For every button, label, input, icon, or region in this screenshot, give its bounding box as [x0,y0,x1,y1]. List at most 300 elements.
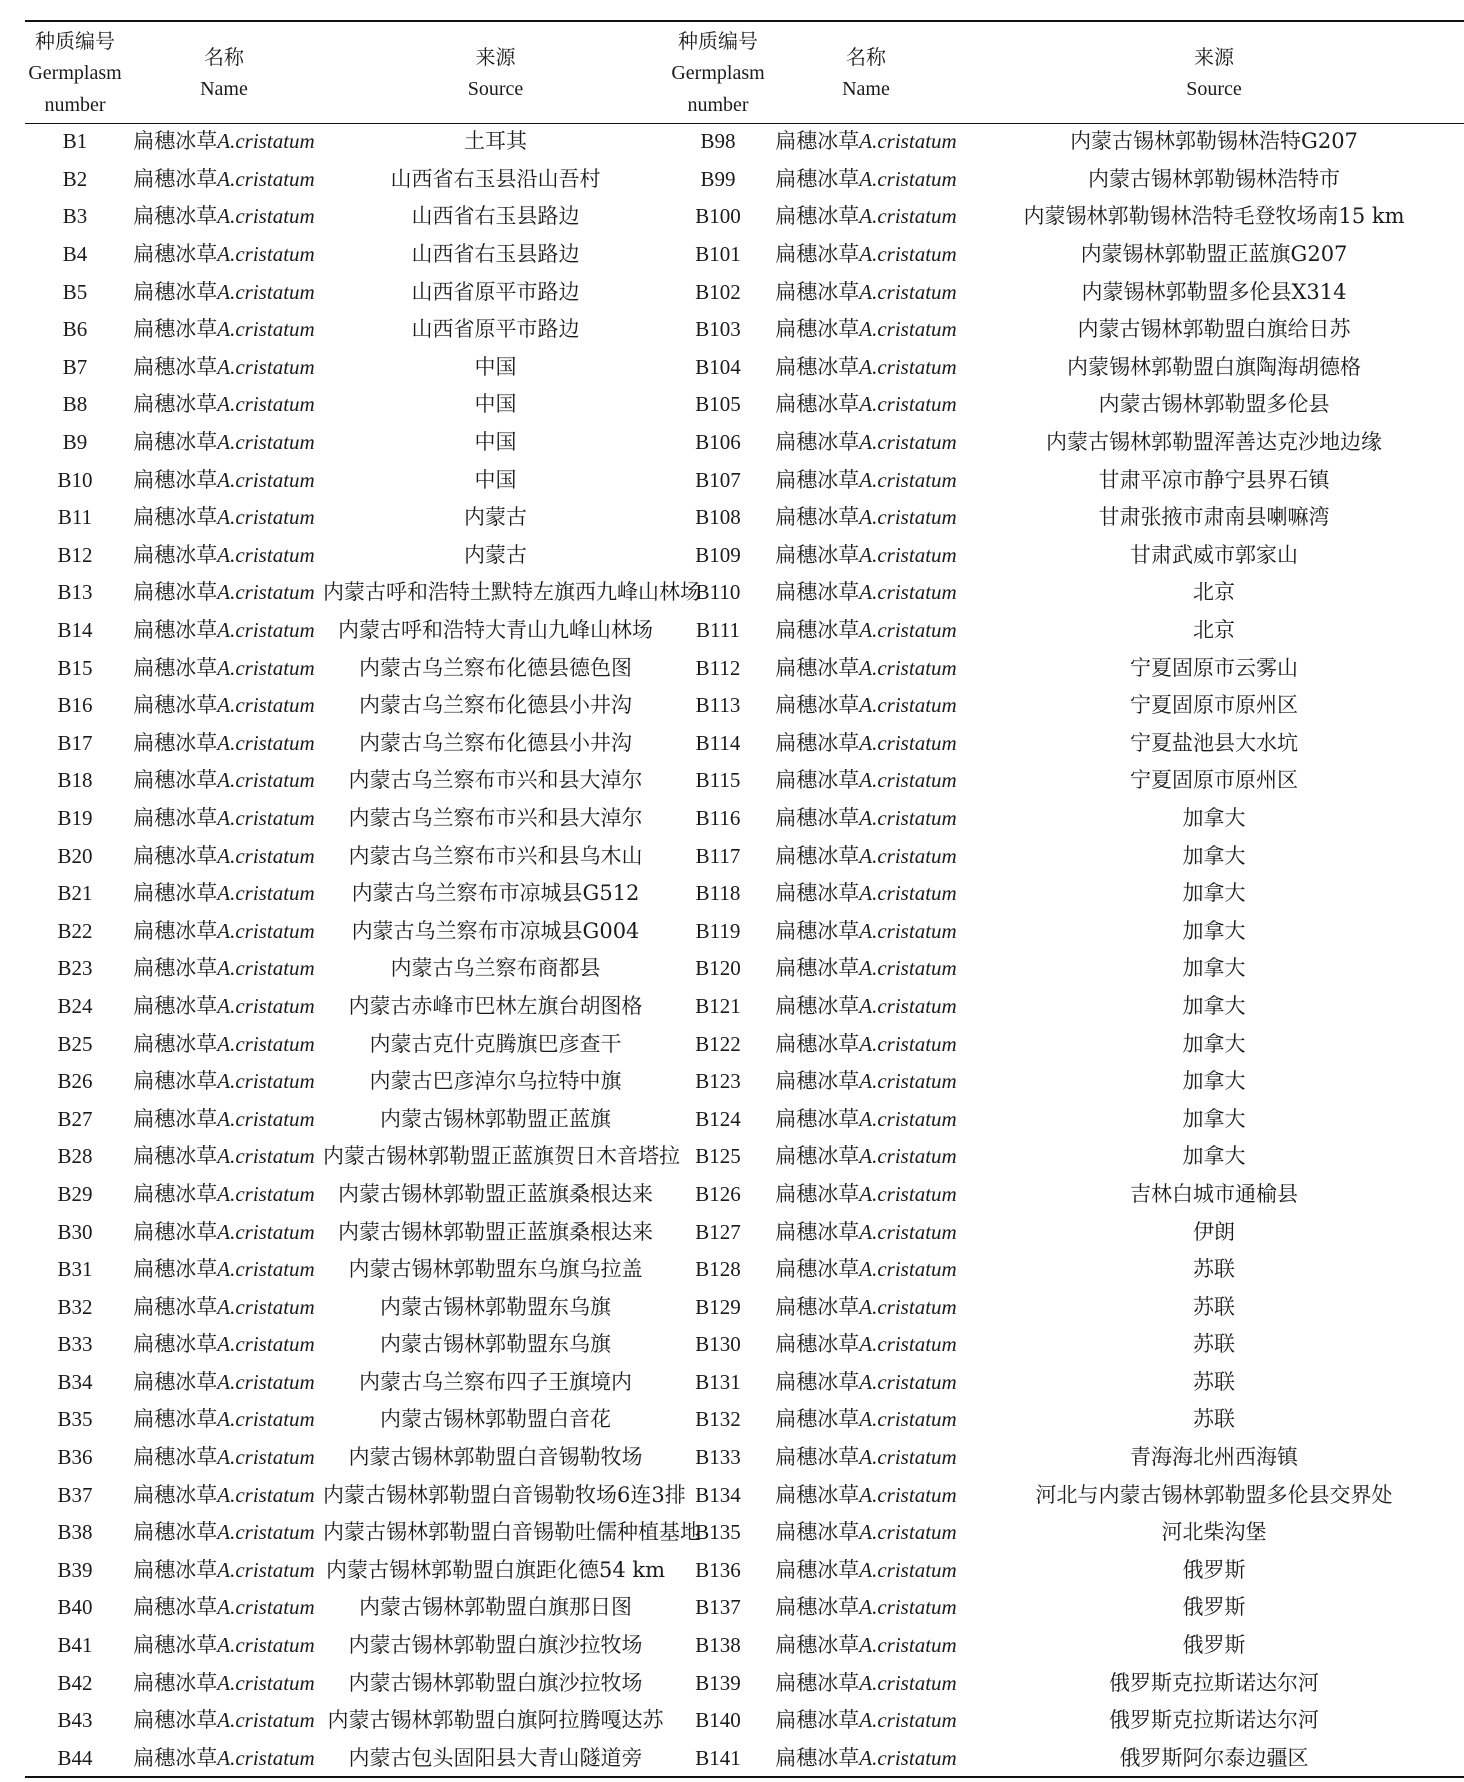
source-cell: 中国 [474,430,517,455]
species-latin-name: A.cristatum [859,166,957,191]
species-latin-name: A.cristatum [217,1031,315,1056]
species-latin-name: A.cristatum [217,843,315,868]
species-latin-name: A.cristatum [859,1219,957,1244]
species-latin-name: A.cristatum [859,580,957,605]
table-row [25,1589,1464,1627]
germplasm-number-cell: B33 [57,1332,93,1357]
species-chinese-name: 扁穗冰草 [133,805,218,830]
name-cell [125,1702,323,1740]
germplasm-number-cell: B130 [695,1332,741,1357]
germplasm-number-cell: B32 [57,1294,93,1319]
source-cell: 加拿大 [1182,956,1246,981]
table-row [25,1251,1464,1289]
germplasm-table [25,22,1464,1777]
source-cell: 宁夏固原市原州区 [1130,768,1298,793]
source-cell: 甘肃武威市郭家山 [1130,542,1298,567]
species-chinese-name: 扁穗冰草 [133,1445,218,1470]
name-cell [125,499,323,537]
germplasm-number-cell: B120 [695,956,741,981]
source-cell: 内蒙古乌兰察布市兴和县乌木山 [348,843,643,868]
source-cell: 内蒙古锡林郭勒盟正蓝旗 [380,1106,611,1131]
source-cell: 内蒙古 [464,505,527,530]
germplasm-number-cell: B38 [57,1520,93,1545]
source-cell: 内蒙古乌兰察布化德县小井沟 [359,730,632,755]
species-latin-name: A.cristatum [859,805,957,830]
table-row [25,1025,1464,1063]
species-chinese-name: 扁穗冰草 [775,655,860,680]
name-cell [768,1213,964,1251]
species-chinese-name: 扁穗冰草 [133,1219,218,1244]
species-chinese-name: 扁穗冰草 [775,918,860,943]
name-cell [768,1326,964,1364]
name-cell [125,1740,323,1778]
name-cell [768,1552,964,1590]
species-chinese-name: 扁穗冰草 [775,1670,860,1695]
name-cell [125,1063,323,1101]
source-cell: 宁夏固原市原州区 [1130,693,1298,718]
germplasm-number-cell: B14 [57,618,93,643]
name-cell [768,1364,964,1402]
species-latin-name: A.cristatum [859,1369,957,1394]
table-row [25,800,1464,838]
species-chinese-name: 扁穗冰草 [775,1633,860,1658]
source-cell: 山西省原平市路边 [411,279,580,304]
source-cell: 内蒙古 [464,542,527,567]
germplasm-number-cell: B42 [57,1670,93,1695]
species-chinese-name: 扁穗冰草 [133,693,218,718]
name-cell [125,537,323,575]
source-cell: 内蒙古乌兰察布市兴和县大淖尔 [348,768,643,793]
germplasm-number-cell: B8 [62,392,88,417]
germplasm-number-cell: B140 [695,1708,741,1733]
species-chinese-name: 扁穗冰草 [133,618,218,643]
source-cell: 内蒙古克什克腾旗巴彦查干 [369,1031,622,1056]
name-cell [768,875,964,913]
germplasm-number-cell: B119 [695,918,741,943]
species-chinese-name: 扁穗冰草 [133,1670,218,1695]
species-latin-name: A.cristatum [859,843,957,868]
source-cell: 加拿大 [1182,1031,1246,1056]
source-cell: 北京 [1193,580,1235,605]
source-cell: 中国 [474,392,517,417]
name-cell [125,1514,323,1552]
species-latin-name: A.cristatum [217,1595,315,1620]
germplasm-number-cell: B23 [57,956,93,981]
source-cell: 宁夏固原市云雾山 [1130,655,1298,680]
germplasm-number-cell: B12 [57,542,93,567]
germplasm-number-cell: B28 [57,1144,93,1169]
source-cell: 山西省右玉县沿山吾村 [390,166,601,191]
species-chinese-name: 扁穗冰草 [775,279,860,304]
species-chinese-name: 扁穗冰草 [133,843,218,868]
table-row [25,1326,1464,1364]
species-latin-name: A.cristatum [859,354,957,379]
germplasm-number-cell: B20 [57,843,93,868]
germplasm-number-cell: B138 [695,1633,741,1658]
germplasm-number-cell: B124 [695,1106,741,1131]
germplasm-number-cell: B30 [57,1219,93,1244]
source-cell: 吉林白城市通榆县 [1130,1181,1298,1206]
source-cell: 山西省原平市路边 [411,317,580,342]
header-source-right: 来源 Source [1186,44,1242,100]
source-cell: 内蒙古锡林郭勒盟白音锡勒吐儒种植基地 [323,1520,701,1545]
species-latin-name: A.cristatum [217,242,315,267]
name-cell [768,800,964,838]
species-chinese-name: 扁穗冰草 [775,505,860,530]
name-cell [768,950,964,988]
species-chinese-name: 扁穗冰草 [133,1144,218,1169]
name-cell [125,762,323,800]
species-chinese-name: 扁穗冰草 [775,1745,860,1770]
name-cell [768,1589,964,1627]
species-chinese-name: 扁穗冰草 [133,730,218,755]
source-cell: 内蒙古锡林郭勒锡林浩特市 [1088,166,1340,191]
species-chinese-name: 扁穗冰草 [133,166,218,191]
germplasm-number-cell: B10 [57,467,93,492]
species-chinese-name: 扁穗冰草 [775,392,860,417]
name-cell [125,1100,323,1138]
source-cell: 苏联 [1193,1407,1235,1432]
species-chinese-name: 扁穗冰草 [133,1708,218,1733]
germplasm-number-cell: B100 [695,204,741,229]
source-cell: 苏联 [1193,1369,1235,1394]
species-chinese-name: 扁穗冰草 [133,956,218,981]
germplasm-number-cell: B98 [700,129,736,154]
source-cell: 内蒙古乌兰察布四子王旗境内 [359,1369,632,1394]
table-row [25,1664,1464,1702]
name-cell [125,837,323,875]
table-row [25,762,1464,800]
source-cell: 加拿大 [1182,1069,1246,1094]
source-cell: 内蒙古锡林郭勒盟白旗沙拉牧场 [348,1633,643,1658]
germplasm-number-cell: B122 [695,1031,741,1056]
species-latin-name: A.cristatum [859,1633,957,1658]
species-latin-name: A.cristatum [217,1144,315,1169]
germplasm-number-cell: B17 [57,730,93,755]
source-cell: 内蒙古锡林郭勒锡林浩特G207 [1070,129,1358,154]
table-row [25,273,1464,311]
germplasm-number-cell: B116 [695,805,741,830]
species-latin-name: A.cristatum [217,1482,315,1507]
species-chinese-name: 扁穗冰草 [133,392,218,417]
header-name-right: 名称 Name [842,44,890,100]
name-cell [768,612,964,650]
germplasm-number-cell: B132 [695,1407,741,1432]
species-latin-name: A.cristatum [217,204,315,229]
name-cell [768,912,964,950]
germplasm-number-cell: B135 [695,1520,741,1545]
table-row [25,687,1464,725]
germplasm-number-cell: B21 [57,881,93,906]
species-chinese-name: 扁穗冰草 [133,1106,218,1131]
name-cell [768,1439,964,1477]
name-cell [125,612,323,650]
species-chinese-name: 扁穗冰草 [133,655,218,680]
species-chinese-name: 扁穗冰草 [133,1520,218,1545]
species-latin-name: A.cristatum [217,1219,315,1244]
name-cell [125,1251,323,1289]
species-chinese-name: 扁穗冰草 [775,1257,860,1282]
species-chinese-name: 扁穗冰草 [133,1332,218,1357]
name-cell [768,1740,964,1778]
name-cell [768,273,964,311]
germplasm-number-cell: B114 [695,730,741,755]
source-cell: 内蒙古包头固阳县大青山隧道旁 [348,1745,643,1770]
species-latin-name: A.cristatum [217,768,315,793]
germplasm-number-cell: B133 [695,1445,741,1470]
source-cell: 内蒙古锡林郭勒盟白音锡勒牧场6连3排 [323,1482,686,1507]
name-cell [768,762,964,800]
species-latin-name: A.cristatum [859,956,957,981]
name-cell [125,1627,323,1665]
name-cell [125,424,323,462]
name-cell [768,198,964,236]
name-cell [768,1627,964,1665]
name-cell [768,574,964,612]
table-row [25,123,1464,161]
source-cell: 加拿大 [1182,1106,1246,1131]
species-chinese-name: 扁穗冰草 [775,730,860,755]
table-row [25,161,1464,199]
name-cell [768,1514,964,1552]
species-latin-name: A.cristatum [217,542,315,567]
germplasm-number-cell: B26 [57,1069,93,1094]
germplasm-number-cell: B137 [695,1595,741,1620]
source-cell: 内蒙古锡林郭勒盟多伦县 [1098,392,1330,417]
species-chinese-name: 扁穗冰草 [775,1557,860,1582]
germplasm-number-cell: B40 [57,1595,93,1620]
name-cell [768,1025,964,1063]
species-latin-name: A.cristatum [217,1069,315,1094]
name-cell [125,912,323,950]
species-latin-name: A.cristatum [859,279,957,304]
source-cell: 加拿大 [1182,805,1246,830]
table-header-row [25,22,1464,123]
source-cell: 内蒙锡林郭勒盟白旗陶海胡德格 [1067,354,1361,379]
germplasm-number-cell: B4 [62,242,88,267]
germplasm-number-cell: B13 [57,580,93,605]
species-chinese-name: 扁穗冰草 [775,580,860,605]
species-latin-name: A.cristatum [859,1708,957,1733]
name-cell [768,725,964,763]
species-latin-name: A.cristatum [217,1369,315,1394]
species-chinese-name: 扁穗冰草 [775,1219,860,1244]
table-row [25,1476,1464,1514]
germplasm-number-cell: B35 [57,1407,93,1432]
table-row [25,1552,1464,1590]
source-cell: 中国 [474,467,517,492]
table-row [25,1364,1464,1402]
species-latin-name: A.cristatum [217,1181,315,1206]
species-chinese-name: 扁穗冰草 [133,1407,218,1432]
table-row [25,424,1464,462]
germplasm-number-cell: B7 [62,354,88,379]
table-row [25,725,1464,763]
source-cell: 俄罗斯克拉斯诺达尔河 [1109,1708,1319,1733]
germplasm-number-cell: B16 [57,693,93,718]
source-cell: 内蒙古锡林郭勒盟浑善达克沙地边缘 [1046,430,1382,455]
species-chinese-name: 扁穗冰草 [775,430,860,455]
species-chinese-name: 扁穗冰草 [775,993,860,1018]
germplasm-number-cell: B112 [695,655,741,680]
source-cell: 俄罗斯 [1182,1557,1246,1582]
species-chinese-name: 扁穗冰草 [133,580,218,605]
table-row [25,1288,1464,1326]
species-chinese-name: 扁穗冰草 [775,1144,860,1169]
germplasm-number-cell: B131 [695,1369,741,1394]
germplasm-number-cell: B6 [62,317,88,342]
species-latin-name: A.cristatum [859,505,957,530]
name-cell [125,800,323,838]
table-row [25,198,1464,236]
name-cell [768,837,964,875]
source-cell: 伊朗 [1193,1219,1235,1244]
germplasm-number-cell: B125 [695,1144,741,1169]
germplasm-number-cell: B19 [57,805,93,830]
species-chinese-name: 扁穗冰草 [133,768,218,793]
source-cell: 内蒙古锡林郭勒盟白音锡勒牧场 [348,1445,643,1470]
species-chinese-name: 扁穗冰草 [775,956,860,981]
germplasm-number-cell: B136 [695,1557,741,1582]
source-cell: 河北与内蒙古锡林郭勒盟多伦县交界处 [1035,1482,1393,1507]
name-cell [125,1476,323,1514]
species-chinese-name: 扁穗冰草 [133,1181,218,1206]
name-cell [768,311,964,349]
species-latin-name: A.cristatum [859,1106,957,1131]
species-latin-name: A.cristatum [217,430,315,455]
species-chinese-name: 扁穗冰草 [775,542,860,567]
species-latin-name: A.cristatum [217,956,315,981]
species-chinese-name: 扁穗冰草 [133,354,218,379]
species-chinese-name: 扁穗冰草 [775,805,860,830]
species-chinese-name: 扁穗冰草 [775,1407,860,1432]
germplasm-number-cell: B29 [57,1181,93,1206]
germplasm-number-cell: B108 [695,505,741,530]
species-latin-name: A.cristatum [217,1633,315,1658]
source-cell: 内蒙古锡林郭勒盟白旗那日图 [359,1595,632,1620]
table-row [25,461,1464,499]
species-chinese-name: 扁穗冰草 [133,918,218,943]
table-row [25,950,1464,988]
species-chinese-name: 扁穗冰草 [133,881,218,906]
germplasm-number-cell: B141 [695,1745,741,1770]
species-chinese-name: 扁穗冰草 [775,1369,860,1394]
species-chinese-name: 扁穗冰草 [133,467,218,492]
source-cell: 山西省右玉县路边 [411,242,580,267]
species-latin-name: A.cristatum [217,505,315,530]
species-chinese-name: 扁穗冰草 [775,204,860,229]
germplasm-number-cell: B24 [57,993,93,1018]
species-latin-name: A.cristatum [859,993,957,1018]
species-latin-name: A.cristatum [217,993,315,1018]
table-row [25,912,1464,950]
species-chinese-name: 扁穗冰草 [775,1181,860,1206]
source-cell: 加拿大 [1182,1144,1246,1169]
table-row [25,1702,1464,1740]
species-latin-name: A.cristatum [859,242,957,267]
species-latin-name: A.cristatum [859,693,957,718]
name-cell [125,1552,323,1590]
species-latin-name: A.cristatum [859,881,957,906]
species-latin-name: A.cristatum [859,730,957,755]
species-latin-name: A.cristatum [217,1294,315,1319]
name-cell [125,1176,323,1214]
table-row [25,1063,1464,1101]
table-row [25,875,1464,913]
name-cell [125,1138,323,1176]
name-cell [125,198,323,236]
species-latin-name: A.cristatum [217,881,315,906]
species-latin-name: A.cristatum [859,430,957,455]
source-cell: 内蒙古乌兰察布市凉城县G004 [351,918,640,943]
germplasm-number-cell: B109 [695,542,741,567]
source-cell: 苏联 [1193,1257,1235,1282]
species-chinese-name: 扁穗冰草 [775,166,860,191]
source-cell: 内蒙古锡林郭勒盟东乌旗 [380,1294,611,1319]
name-cell [125,161,323,199]
germplasm-number-cell: B99 [700,166,736,191]
source-cell: 内蒙锡林郭勒盟正蓝旗G207 [1080,242,1348,267]
species-latin-name: A.cristatum [217,1520,315,1545]
species-chinese-name: 扁穗冰草 [775,1482,860,1507]
species-latin-name: A.cristatum [217,618,315,643]
species-latin-name: A.cristatum [859,1257,957,1282]
source-cell: 苏联 [1193,1294,1235,1319]
name-cell [125,574,323,612]
germplasm-number-cell: B39 [57,1557,93,1582]
species-chinese-name: 扁穗冰草 [133,542,218,567]
species-latin-name: A.cristatum [217,392,315,417]
species-chinese-name: 扁穗冰草 [775,693,860,718]
source-cell: 甘肃平凉市静宁县界石镇 [1098,467,1330,492]
table-row [25,1138,1464,1176]
name-cell [768,499,964,537]
species-latin-name: A.cristatum [217,805,315,830]
table-row [25,236,1464,274]
species-latin-name: A.cristatum [217,580,315,605]
germplasm-number-cell: B123 [695,1069,741,1094]
source-cell: 内蒙锡林郭勒盟多伦县X314 [1081,279,1347,304]
species-latin-name: A.cristatum [859,768,957,793]
source-cell: 内蒙古乌兰察布市凉城县G512 [351,881,640,906]
table-row [25,1213,1464,1251]
species-latin-name: A.cristatum [217,1332,315,1357]
species-chinese-name: 扁穗冰草 [133,1633,218,1658]
species-chinese-name: 扁穗冰草 [775,242,860,267]
species-chinese-name: 扁穗冰草 [775,1069,860,1094]
germplasm-number-cell: B37 [57,1482,93,1507]
species-latin-name: A.cristatum [217,1670,315,1695]
species-chinese-name: 扁穗冰草 [775,317,860,342]
germplasm-number-cell: B25 [57,1031,93,1056]
species-chinese-name: 扁穗冰草 [775,354,860,379]
species-latin-name: A.cristatum [859,1595,957,1620]
source-cell: 内蒙古锡林郭勒盟正蓝旗桑根达来 [338,1219,653,1244]
species-latin-name: A.cristatum [217,1745,315,1770]
table-body [25,123,1464,1777]
species-chinese-name: 扁穗冰草 [775,881,860,906]
species-latin-name: A.cristatum [859,1181,957,1206]
table-row [25,537,1464,575]
species-chinese-name: 扁穗冰草 [133,430,218,455]
name-cell [768,123,964,161]
species-latin-name: A.cristatum [217,317,315,342]
species-chinese-name: 扁穗冰草 [133,1069,218,1094]
germplasm-number-cell: B115 [695,768,741,793]
name-cell [768,461,964,499]
germplasm-number-cell: B27 [57,1106,93,1131]
name-cell [768,424,964,462]
